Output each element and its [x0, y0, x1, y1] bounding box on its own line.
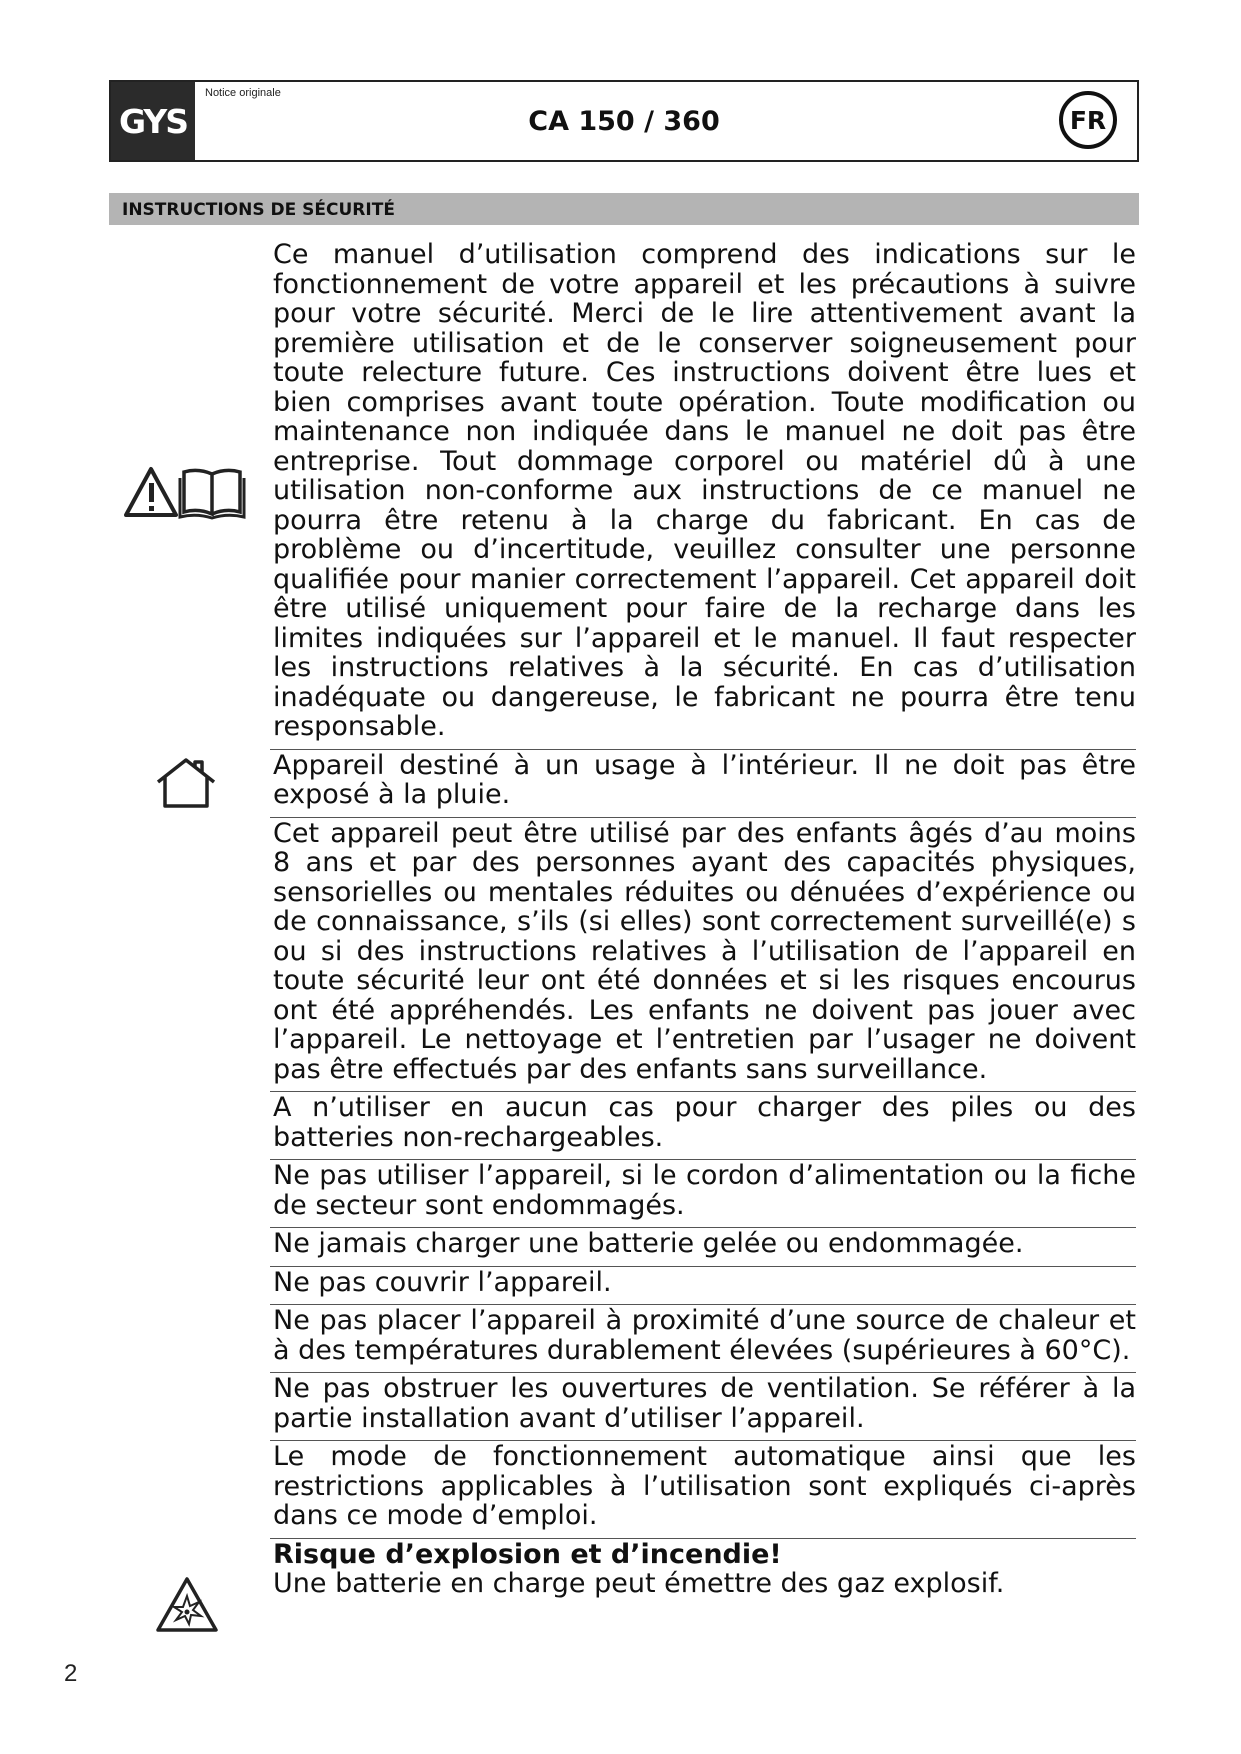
paragraph-indoor-use: Appareil destiné à un usage à l’intérieur. Il ne doit pas être exposé à la pluie. — [270, 750, 1136, 818]
paragraph-damaged-cord: Ne pas utiliser l’appareil, si le cordon d’alimentation ou la fiche de secteur sont endommagés. — [270, 1160, 1136, 1228]
paragraph-general: Ce manuel d’utilisation comprend des indications sur le fonctionnement de votre appareil et les précautions à suivre pour votre sécurité. Merci de le lire attentivement avant la première utilisation et de le conserver soigneusement pour toute relecture future. Ces instructions doivent être lues et bien comprises avant toute opération. Toute modification ou maintenance non indiquée dans le manuel ne doit pas être entreprise. Tout dommage corporel ou matériel dû à une utilisation non-conforme aux instructions de ce manuel ne pourra être retenu à la charge du fabricant. En cas de problème ou d’incertitude, veuillez consulter une personne qualifiée pour manier correctement l’appareil. Cet appareil doit être utilisé uniquement pour faire de la recharge dans les limites indiquées sur l’appareil et le manuel. Il faut respecter les instructions relatives à la sécurité. En cas d’utilisation inadéquate ou dangereuse, le fabricant ne pourra être tenu responsable. — [270, 240, 1136, 750]
paragraph-heat-source: Ne pas placer l’appareil à proximité d’une source de chaleur et à des températures durablement élevées (supérieures à 60°C). — [270, 1305, 1136, 1373]
paragraph-frozen-battery: Ne jamais charger une batterie gelée ou endommagée. — [270, 1228, 1136, 1267]
paragraph-do-not-cover: Ne pas couvrir l’appareil. — [270, 1267, 1136, 1306]
paragraph-ventilation: Ne pas obstruer les ouvertures de ventilation. Se référer à la partie installation avant d’utiliser l’appareil. — [270, 1373, 1136, 1441]
product-title: CA 150 / 360 — [528, 106, 720, 137]
danger-block — [270, 1539, 1136, 1606]
section-header — [109, 193, 1139, 225]
logo-text: GYS — [118, 102, 188, 141]
warning-read-manual-icon — [124, 466, 250, 520]
page-number: 2 — [64, 1660, 78, 1687]
section-title: INSTRUCTIONS DE SÉCURITÉ — [122, 200, 395, 220]
safety-content — [270, 240, 1136, 1606]
document-header — [109, 80, 1139, 162]
language-badge: FR — [1059, 91, 1117, 149]
danger-text: Une batterie en charge peut émettre des gaz explosif. — [273, 1568, 1005, 1599]
indoor-use-house-icon — [155, 757, 217, 809]
explosion-hazard-icon — [155, 1576, 219, 1634]
paragraph-children: Cet appareil peut être utilisé par des enfants âgés d’au moins 8 ans et par des personnes ayant des capacités physiques, sensorielles ou mentales réduites ou dénuées d’expérience ou de connaissance, s’ils (si elles) sont correctement surveillé(e) s ou si des instructions relatives à l’utilisation de l’appareil en toute sécurité leur ont été données et si les risques encourus ont été appréhendés. Les enfants ne doivent pas jouer avec l’appareil. Le nettoyage et l’entretien par l’usager ne doivent pas être effectués par des enfants sans surveillance. — [270, 818, 1136, 1093]
danger-title: Risque d’explosion et d’incendie! — [273, 1538, 782, 1570]
notice-label: Notice originale — [205, 87, 281, 99]
paragraph-non-rechargeable: A n’utiliser en aucun cas pour charger des piles ou des batteries non-rechargeables. — [270, 1092, 1136, 1160]
paragraph-automatic-mode: Le mode de fonctionnement automatique ainsi que les restrictions applicables à l’utilisation sont expliqués ci-après dans ce mode d’emploi. — [270, 1441, 1136, 1539]
